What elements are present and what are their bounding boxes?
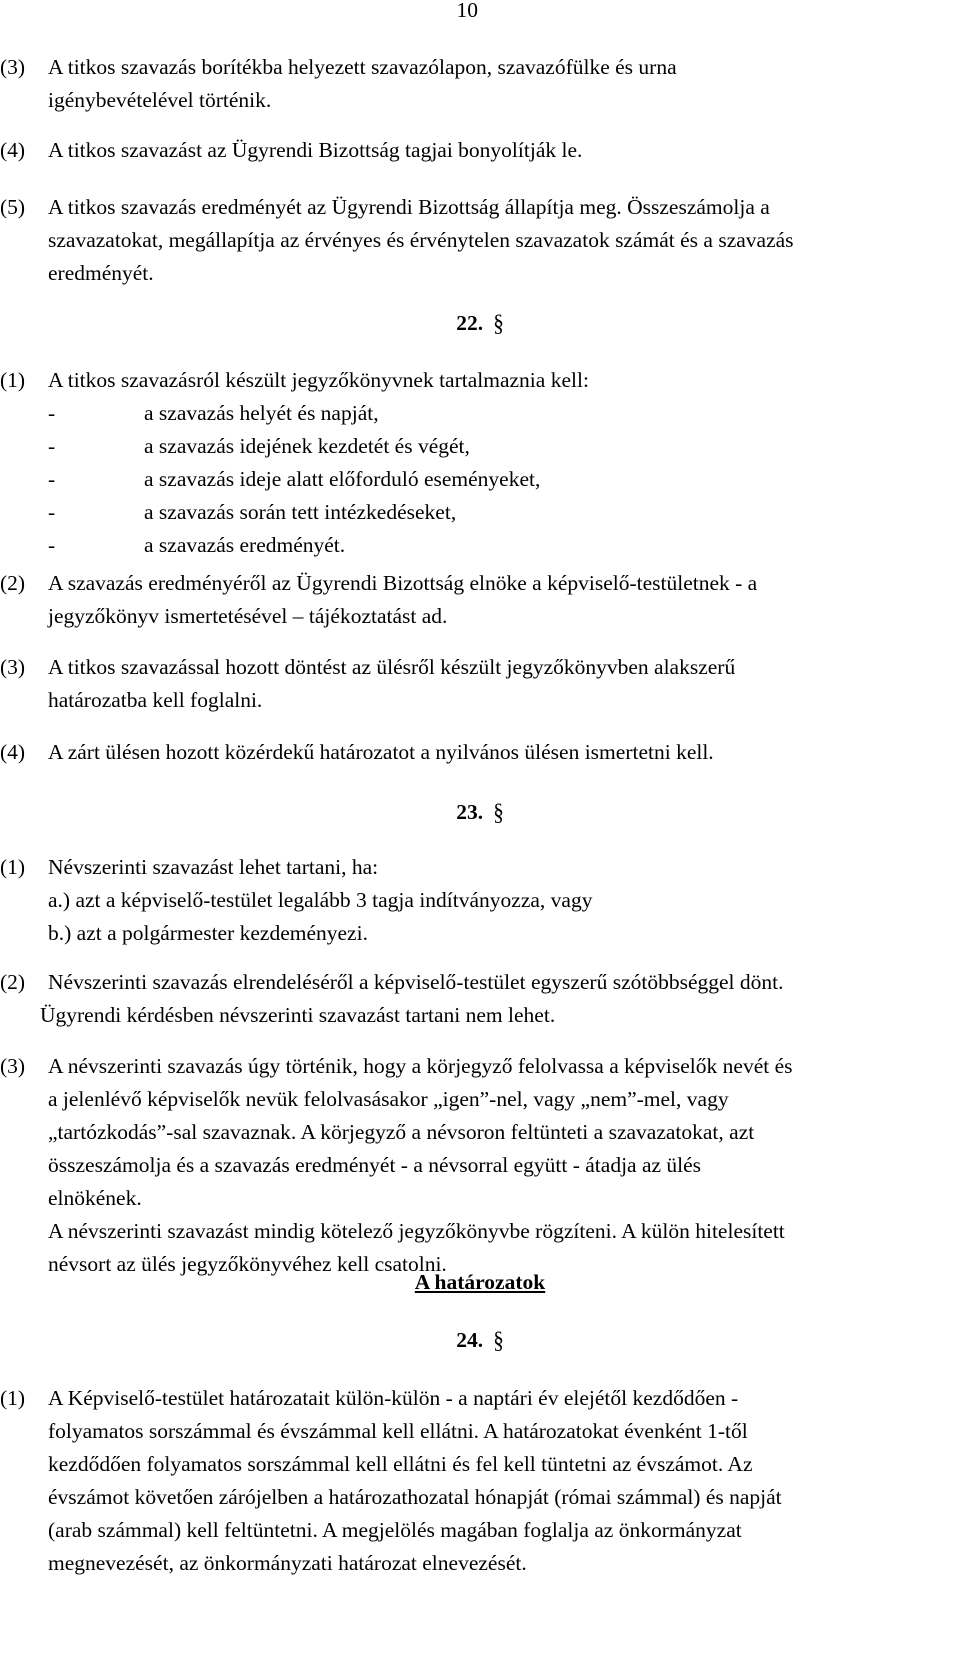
section-number: 24.	[456, 1328, 484, 1352]
section-title: A határozatok	[414, 1270, 546, 1294]
dash-bullet: -	[48, 434, 56, 458]
paragraph-number: (3)	[0, 1054, 26, 1078]
paragraph-23-3	[0, 1050, 960, 1281]
paragraph-22-3	[0, 651, 960, 717]
list-item	[0, 397, 960, 430]
paragraph-line: kezdődően folyamatos sorszámmal kell ellátni és fel kell tüntetni az évszámot. Az	[48, 1452, 753, 1476]
paragraph-line: A névszerinti szavazás úgy történik, hogy a körjegyző felolvassa a képviselők nevét és	[48, 1054, 793, 1078]
paragraph-number: (5)	[0, 195, 26, 219]
paragraph-21-3	[0, 51, 960, 117]
paragraph-22-1	[0, 364, 960, 562]
paragraph-line: névsort az ülés jegyzőkönyvéhez kell csatolni.	[48, 1252, 447, 1276]
paragraph-line: „tartózkodás”-sal szavaznak. A körjegyző a névsoron feltünteti a szavazatokat, azt	[48, 1120, 755, 1144]
paragraph-number: (1)	[0, 368, 26, 392]
paragraph-line: folyamatos sorszámmal és évszámmal kell ellátni. A határozatokat évenként 1-től	[48, 1419, 748, 1443]
paragraph-number: (2)	[0, 970, 26, 994]
paragraph-number: (1)	[0, 1386, 26, 1410]
paragraph-line: A titkos szavazást az Ügyrendi Bizottság tagjai bonyolítják le.	[48, 138, 583, 162]
section-number: 23.	[456, 800, 484, 824]
paragraph-line: A névszerinti szavazást mindig kötelező jegyzőkönyvbe rögzíteni. A külön hitelesített	[48, 1219, 785, 1243]
page-number: 10	[456, 0, 478, 22]
paragraph-line: évszámot követően zárójelben a határozathozatal hónapját (római számmal) és napját	[48, 1485, 782, 1509]
list-item-text: a szavazás során tett intézkedéseket,	[144, 500, 457, 524]
paragraph-line: A titkos szavazás eredményét az Ügyrendi Bizottság állapítja meg. Összeszámolja a	[48, 195, 770, 219]
paragraph-number: (4)	[0, 740, 26, 764]
paragraph-line: jegyzőkönyv ismertetésével – tájékoztatást ad.	[48, 604, 448, 628]
paragraph-line: Ügyrendi kérdésben névszerinti szavazást tartani nem lehet.	[40, 1003, 556, 1027]
section-heading-23	[0, 796, 960, 829]
list-item-text: a szavazás idejének kezdetét és végét,	[144, 434, 470, 458]
list-item: a.) azt a képviselő-testület legalább 3 tagja indítványozza, vagy	[48, 888, 593, 912]
paragraph-intro: A titkos szavazásról készült jegyzőkönyvnek tartalmaznia kell:	[48, 368, 589, 392]
list-item	[0, 496, 960, 529]
paragraph-line: összeszámolja és a szavazás eredményét - a névsorral együtt - átadja az ülés	[48, 1153, 702, 1177]
list-item: b.) azt a polgármester kezdeményezi.	[48, 921, 368, 945]
paragraph-23-1	[0, 851, 960, 950]
section-sign: §	[493, 1326, 504, 1354]
paragraph-21-5	[0, 191, 960, 290]
paragraph-line: a jelenlévő képviselők nevük felolvasásakor „igen”-nel, vagy „nem”-mel, vagy	[48, 1087, 729, 1111]
paragraph-line: határozatba kell foglalni.	[48, 688, 263, 712]
paragraph-line: igénybevételével történik.	[48, 88, 272, 112]
section-heading-22	[0, 307, 960, 340]
list-item	[0, 463, 960, 496]
section-heading-24	[0, 1324, 960, 1357]
paragraph-line: A titkos szavazás borítékba helyezett szavazólapon, szavazófülke és urna	[48, 55, 677, 79]
paragraph-intro: Névszerinti szavazást lehet tartani, ha:	[48, 855, 379, 879]
paragraph-line: A titkos szavazással hozott döntést az ülésről készült jegyzőkönyvben alakszerű	[48, 655, 736, 679]
list-item	[0, 529, 960, 562]
dash-bullet: -	[48, 500, 56, 524]
paragraph-21-4	[0, 134, 960, 167]
dash-bullet: -	[48, 533, 56, 557]
paragraph-line: Névszerinti szavazás elrendeléséről a képviselő-testület egyszerű szótöbbséggel dönt.	[48, 970, 784, 994]
dash-bullet: -	[48, 467, 56, 491]
paragraph-line: A szavazás eredményéről az Ügyrendi Bizottság elnöke a képviselő-testületnek - a	[48, 571, 758, 595]
list-item	[0, 430, 960, 463]
paragraph-number: (3)	[0, 655, 26, 679]
paragraph-line: A zárt ülésen hozott közérdekű határozatot a nyilvános ülésen ismertetni kell.	[48, 740, 714, 764]
section-sign: §	[493, 798, 504, 826]
list-item-text: a szavazás eredményét.	[144, 533, 346, 557]
paragraph-24-1	[0, 1382, 960, 1580]
paragraph-number: (2)	[0, 571, 26, 595]
paragraph-22-2	[0, 567, 960, 633]
dash-bullet: -	[48, 401, 56, 425]
list-item-text: a szavazás ideje alatt előforduló eseményeket,	[144, 467, 541, 491]
section-number: 22.	[456, 311, 484, 335]
paragraph-line: elnökének.	[48, 1186, 142, 1210]
paragraph-23-2	[0, 966, 960, 1032]
paragraph-number: (4)	[0, 138, 26, 162]
paragraph-line: A Képviselő-testület határozatait külön-külön - a naptári év elejétől kezdődően -	[48, 1386, 739, 1410]
paragraph-line: szavazatokat, megállapítja az érvényes és érvénytelen szavazatok számát és a szavazás	[48, 228, 794, 252]
paragraph-number: (3)	[0, 55, 26, 79]
paragraph-22-4	[0, 736, 960, 769]
paragraph-line: (arab számmal) kell feltüntetni. A megjelölés magában foglalja az önkormányzat	[48, 1518, 742, 1542]
paragraph-number: (1)	[0, 855, 26, 879]
paragraph-line: megnevezését, az önkormányzati határozat elnevezését.	[48, 1551, 527, 1575]
paragraph-line: eredményét.	[48, 261, 154, 285]
section-sign: §	[493, 309, 504, 337]
list-item-text: a szavazás helyét és napját,	[144, 401, 379, 425]
